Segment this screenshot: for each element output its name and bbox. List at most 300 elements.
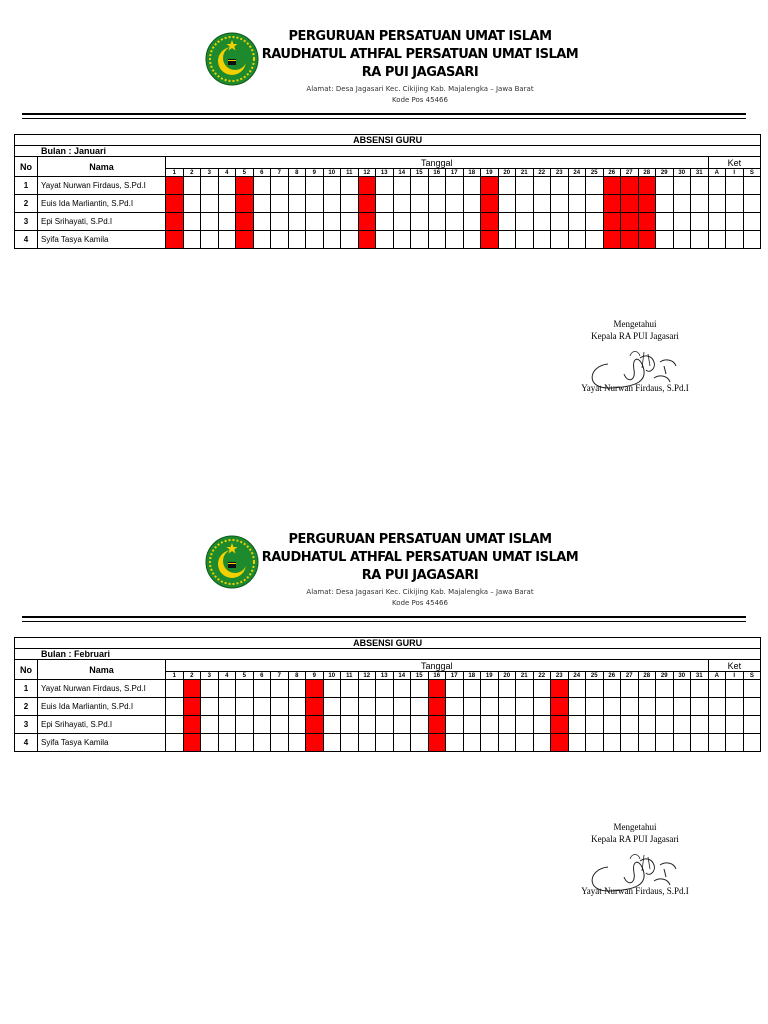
day-header: 6 bbox=[253, 169, 271, 177]
attendance-cell bbox=[498, 734, 516, 752]
ket-cell bbox=[708, 195, 726, 213]
attendance-cell bbox=[516, 213, 534, 231]
table-row bbox=[15, 698, 761, 716]
letterhead-line2: RAUDHATUL ATHFAL PERSATUAN UMAT ISLAM bbox=[261, 47, 579, 62]
attendance-cell bbox=[271, 195, 289, 213]
table-row bbox=[15, 195, 761, 213]
attendance-cell bbox=[516, 195, 534, 213]
signer-name: Yayat Nurwan Firdaus, S.Pd.I bbox=[581, 886, 689, 896]
holiday-cell bbox=[358, 177, 376, 195]
holiday-cell bbox=[183, 698, 201, 716]
attendance-cell bbox=[376, 195, 394, 213]
holiday-cell bbox=[166, 231, 184, 249]
attendance-cell bbox=[568, 680, 586, 698]
signer-name: Yayat Nurwan Firdaus, S.Pd.I bbox=[581, 383, 689, 393]
attendance-cell bbox=[201, 716, 219, 734]
attendance-cell bbox=[411, 213, 429, 231]
holiday-cell bbox=[551, 734, 569, 752]
attendance-cell bbox=[306, 213, 324, 231]
attendance-cell bbox=[481, 680, 499, 698]
attendance-cell bbox=[446, 716, 464, 734]
holiday-cell bbox=[166, 195, 184, 213]
attendance-cell bbox=[271, 734, 289, 752]
attendance-cell bbox=[218, 213, 236, 231]
attendance-cell bbox=[586, 698, 604, 716]
day-header: 1 bbox=[166, 672, 184, 680]
attendance-cell bbox=[253, 231, 271, 249]
day-header: 2 bbox=[183, 169, 201, 177]
attendance-cell bbox=[393, 716, 411, 734]
teacher-name: Epi Srihayati, S.Pd.I bbox=[38, 716, 166, 734]
ket-cell bbox=[726, 734, 744, 752]
attendance-cell bbox=[568, 195, 586, 213]
attendance-cell bbox=[376, 177, 394, 195]
attendance-table bbox=[14, 637, 761, 752]
attendance-cell bbox=[271, 680, 289, 698]
attendance-cell bbox=[341, 195, 359, 213]
table-row bbox=[15, 716, 761, 734]
ket-cell bbox=[726, 231, 744, 249]
day-header: 12 bbox=[358, 169, 376, 177]
attendance-cell bbox=[533, 698, 551, 716]
day-header: 16 bbox=[428, 169, 446, 177]
letterhead-postal: Kode Pos 45466 bbox=[392, 96, 448, 104]
holiday-cell bbox=[481, 177, 499, 195]
holiday-cell bbox=[358, 231, 376, 249]
attendance-cell bbox=[586, 213, 604, 231]
day-header: 27 bbox=[621, 672, 639, 680]
day-header: 11 bbox=[341, 169, 359, 177]
day-header: 13 bbox=[376, 169, 394, 177]
attendance-cell bbox=[323, 195, 341, 213]
attendance-cell bbox=[183, 213, 201, 231]
attendance-cell bbox=[691, 716, 709, 734]
attendance-cell bbox=[183, 177, 201, 195]
attendance-cell bbox=[498, 213, 516, 231]
attendance-cell bbox=[323, 177, 341, 195]
holiday-cell bbox=[183, 716, 201, 734]
teacher-name: Epi Srihayati, S.Pd.I bbox=[38, 213, 166, 231]
attendance-cell bbox=[551, 213, 569, 231]
day-header: 23 bbox=[551, 672, 569, 680]
ket-cell bbox=[708, 177, 726, 195]
attendance-cell bbox=[376, 231, 394, 249]
attendance-cell bbox=[638, 716, 656, 734]
attendance-cell bbox=[341, 698, 359, 716]
day-header: 21 bbox=[516, 672, 534, 680]
holiday-cell bbox=[603, 177, 621, 195]
attendance-cell bbox=[568, 213, 586, 231]
table-row bbox=[15, 177, 761, 195]
attendance-cell bbox=[218, 716, 236, 734]
attendance-cell bbox=[498, 716, 516, 734]
attendance-cell bbox=[498, 698, 516, 716]
attendance-cell bbox=[271, 213, 289, 231]
table-row bbox=[15, 231, 761, 249]
row-number: 1 bbox=[15, 680, 38, 698]
day-header: 10 bbox=[323, 169, 341, 177]
attendance-cell bbox=[463, 734, 481, 752]
attendance-cell bbox=[656, 716, 674, 734]
row-number: 2 bbox=[15, 195, 38, 213]
holiday-cell bbox=[236, 195, 254, 213]
holiday-cell bbox=[306, 734, 324, 752]
attendance-cell bbox=[463, 231, 481, 249]
attendance-cell bbox=[201, 734, 219, 752]
attendance-cell bbox=[603, 680, 621, 698]
signature-block bbox=[560, 821, 710, 897]
signature-line2: Kepala RA PUI Jagasari bbox=[591, 331, 679, 341]
day-header: 20 bbox=[498, 169, 516, 177]
day-header: 31 bbox=[691, 672, 709, 680]
attendance-cell bbox=[516, 698, 534, 716]
teacher-name: Syifa Tasya Kamila bbox=[38, 231, 166, 249]
holiday-cell bbox=[236, 231, 254, 249]
holiday-cell bbox=[166, 213, 184, 231]
attendance-cell bbox=[341, 716, 359, 734]
table-row bbox=[15, 680, 761, 698]
attendance-cell bbox=[446, 231, 464, 249]
attendance-cell bbox=[218, 231, 236, 249]
attendance-cell bbox=[323, 698, 341, 716]
day-header: 26 bbox=[603, 169, 621, 177]
attendance-cell bbox=[376, 698, 394, 716]
ket-cell bbox=[743, 231, 761, 249]
attendance-cell bbox=[428, 213, 446, 231]
attendance-cell bbox=[218, 734, 236, 752]
ket-cell bbox=[743, 177, 761, 195]
header-rule-thin bbox=[22, 621, 746, 622]
attendance-cell bbox=[236, 716, 254, 734]
attendance-cell bbox=[656, 213, 674, 231]
day-header: 1 bbox=[166, 169, 184, 177]
attendance-cell bbox=[691, 213, 709, 231]
day-header: 14 bbox=[393, 169, 411, 177]
row-number: 3 bbox=[15, 213, 38, 231]
day-header: 31 bbox=[691, 169, 709, 177]
col-header-no: No bbox=[15, 660, 38, 680]
attendance-cell bbox=[516, 734, 534, 752]
attendance-cell bbox=[201, 213, 219, 231]
attendance-cell bbox=[393, 177, 411, 195]
attendance-cell bbox=[673, 231, 691, 249]
holiday-cell bbox=[551, 698, 569, 716]
attendance-cell bbox=[341, 177, 359, 195]
day-header: 15 bbox=[411, 169, 429, 177]
day-header: 5 bbox=[236, 672, 254, 680]
attendance-cell bbox=[411, 177, 429, 195]
attendance-cell bbox=[411, 716, 429, 734]
day-header: 11 bbox=[341, 672, 359, 680]
attendance-cell bbox=[638, 680, 656, 698]
attendance-cell bbox=[446, 213, 464, 231]
day-header: 19 bbox=[481, 672, 499, 680]
day-header: 27 bbox=[621, 169, 639, 177]
day-header: 14 bbox=[393, 672, 411, 680]
holiday-cell bbox=[638, 213, 656, 231]
attendance-cell bbox=[621, 734, 639, 752]
attendance-cell bbox=[656, 680, 674, 698]
letterhead-address: Alamat: Desa Jagasari Kec. Cikijing Kab. Majalengka – Jawa Barat bbox=[306, 85, 534, 93]
attendance-cell bbox=[498, 231, 516, 249]
holiday-cell bbox=[428, 716, 446, 734]
holiday-cell bbox=[481, 231, 499, 249]
holiday-cell bbox=[358, 213, 376, 231]
attendance-cell bbox=[568, 231, 586, 249]
day-header: 29 bbox=[656, 672, 674, 680]
attendance-cell bbox=[288, 195, 306, 213]
attendance-cell bbox=[533, 231, 551, 249]
attendance-cell bbox=[656, 177, 674, 195]
attendance-cell bbox=[306, 195, 324, 213]
holiday-cell bbox=[306, 716, 324, 734]
attendance-cell bbox=[673, 698, 691, 716]
holiday-cell bbox=[551, 680, 569, 698]
attendance-cell bbox=[253, 716, 271, 734]
day-header: 18 bbox=[463, 169, 481, 177]
holiday-cell bbox=[481, 213, 499, 231]
attendance-cell bbox=[393, 213, 411, 231]
row-number: 3 bbox=[15, 716, 38, 734]
attendance-cell bbox=[498, 177, 516, 195]
holiday-cell bbox=[306, 680, 324, 698]
day-header: 3 bbox=[201, 169, 219, 177]
attendance-cell bbox=[428, 231, 446, 249]
attendance-cell bbox=[271, 231, 289, 249]
ket-col-header: A bbox=[708, 672, 726, 680]
attendance-cell bbox=[323, 716, 341, 734]
holiday-cell bbox=[603, 213, 621, 231]
attendance-cell bbox=[533, 680, 551, 698]
signature-line1: Mengetahui bbox=[613, 822, 657, 832]
teacher-name: Yayat Nurwan Firdaus, S.Pd.I bbox=[38, 680, 166, 698]
holiday-cell bbox=[638, 195, 656, 213]
attendance-cell bbox=[393, 698, 411, 716]
teacher-name: Yayat Nurwan Firdaus, S.Pd.I bbox=[38, 177, 166, 195]
attendance-cell bbox=[446, 734, 464, 752]
ket-col-header: S bbox=[743, 672, 761, 680]
day-header: 20 bbox=[498, 672, 516, 680]
day-header: 6 bbox=[253, 672, 271, 680]
attendance-cell bbox=[271, 698, 289, 716]
attendance-cell bbox=[586, 177, 604, 195]
attendance-cell bbox=[533, 177, 551, 195]
attendance-cell bbox=[603, 716, 621, 734]
holiday-cell bbox=[428, 734, 446, 752]
attendance-cell bbox=[341, 213, 359, 231]
holiday-cell bbox=[638, 177, 656, 195]
attendance-cell bbox=[638, 734, 656, 752]
holiday-cell bbox=[603, 231, 621, 249]
holiday-cell bbox=[551, 716, 569, 734]
row-number: 4 bbox=[15, 231, 38, 249]
attendance-cell bbox=[358, 716, 376, 734]
attendance-sheet-february bbox=[0, 503, 768, 1006]
attendance-cell bbox=[323, 231, 341, 249]
attendance-sheet-january bbox=[0, 0, 768, 503]
attendance-cell bbox=[656, 698, 674, 716]
attendance-cell bbox=[166, 680, 184, 698]
day-header: 9 bbox=[306, 169, 324, 177]
attendance-cell bbox=[516, 716, 534, 734]
holiday-cell bbox=[358, 195, 376, 213]
attendance-cell bbox=[673, 734, 691, 752]
signature-line2: Kepala RA PUI Jagasari bbox=[591, 834, 679, 844]
col-header-nama: Nama bbox=[38, 157, 166, 177]
attendance-cell bbox=[341, 680, 359, 698]
day-header: 21 bbox=[516, 169, 534, 177]
attendance-cell bbox=[481, 734, 499, 752]
day-header: 17 bbox=[446, 169, 464, 177]
day-header: 25 bbox=[586, 169, 604, 177]
attendance-cell bbox=[236, 680, 254, 698]
attendance-cell bbox=[656, 195, 674, 213]
ket-cell bbox=[743, 213, 761, 231]
attendance-cell bbox=[498, 680, 516, 698]
letterhead-line3: RA PUI JAGASARI bbox=[361, 568, 479, 583]
holiday-cell bbox=[236, 177, 254, 195]
attendance-cell bbox=[323, 734, 341, 752]
day-header: 13 bbox=[376, 672, 394, 680]
day-header: 28 bbox=[638, 169, 656, 177]
attendance-cell bbox=[218, 195, 236, 213]
attendance-cell bbox=[516, 680, 534, 698]
attendance-cell bbox=[376, 213, 394, 231]
attendance-cell bbox=[691, 734, 709, 752]
attendance-cell bbox=[463, 698, 481, 716]
day-header: 22 bbox=[533, 169, 551, 177]
attendance-cell bbox=[411, 195, 429, 213]
day-header: 7 bbox=[271, 672, 289, 680]
row-number: 1 bbox=[15, 177, 38, 195]
day-header: 29 bbox=[656, 169, 674, 177]
holiday-cell bbox=[428, 698, 446, 716]
attendance-cell bbox=[691, 177, 709, 195]
header-rule-thick bbox=[22, 616, 746, 618]
attendance-cell bbox=[218, 698, 236, 716]
ket-cell bbox=[726, 698, 744, 716]
ket-cell bbox=[708, 231, 726, 249]
teacher-name: Syifa Tasya Kamila bbox=[38, 734, 166, 752]
attendance-cell bbox=[621, 716, 639, 734]
month-label: Bulan : Januari bbox=[15, 146, 761, 157]
day-header: 19 bbox=[481, 169, 499, 177]
attendance-cell bbox=[236, 698, 254, 716]
ket-col-header: A bbox=[708, 169, 726, 177]
day-header: 7 bbox=[271, 169, 289, 177]
holiday-cell bbox=[481, 195, 499, 213]
attendance-table bbox=[14, 134, 761, 249]
signature-line1: Mengetahui bbox=[613, 319, 657, 329]
attendance-cell bbox=[376, 716, 394, 734]
attendance-cell bbox=[288, 680, 306, 698]
attendance-cell bbox=[376, 680, 394, 698]
attendance-cell bbox=[341, 734, 359, 752]
attendance-cell bbox=[288, 231, 306, 249]
day-header: 15 bbox=[411, 672, 429, 680]
attendance-cell bbox=[586, 734, 604, 752]
day-header: 12 bbox=[358, 672, 376, 680]
attendance-cell bbox=[673, 716, 691, 734]
day-header: 24 bbox=[568, 169, 586, 177]
attendance-cell bbox=[428, 195, 446, 213]
holiday-cell bbox=[236, 213, 254, 231]
attendance-cell bbox=[691, 698, 709, 716]
teacher-name: Euis Ida Marliantin, S.Pd.I bbox=[38, 698, 166, 716]
attendance-cell bbox=[411, 680, 429, 698]
col-header-tanggal: Tanggal bbox=[166, 660, 709, 672]
row-number: 4 bbox=[15, 734, 38, 752]
holiday-cell bbox=[166, 177, 184, 195]
holiday-cell bbox=[621, 231, 639, 249]
attendance-cell bbox=[253, 734, 271, 752]
attendance-cell bbox=[393, 231, 411, 249]
holiday-cell bbox=[306, 698, 324, 716]
attendance-cell bbox=[393, 734, 411, 752]
day-header: 8 bbox=[288, 672, 306, 680]
ket-cell bbox=[726, 195, 744, 213]
day-header: 23 bbox=[551, 169, 569, 177]
attendance-cell bbox=[638, 698, 656, 716]
attendance-cell bbox=[288, 716, 306, 734]
col-header-no: No bbox=[15, 157, 38, 177]
ket-cell bbox=[708, 698, 726, 716]
letterhead-line1: PERGURUAN PERSATUAN UMAT ISLAM bbox=[288, 532, 552, 547]
attendance-cell bbox=[358, 698, 376, 716]
ket-cell bbox=[743, 698, 761, 716]
holiday-cell bbox=[621, 177, 639, 195]
ket-col-header: I bbox=[726, 672, 744, 680]
attendance-cell bbox=[341, 231, 359, 249]
ket-col-header: S bbox=[743, 169, 761, 177]
school-logo bbox=[205, 535, 259, 589]
attendance-cell bbox=[516, 231, 534, 249]
attendance-cell bbox=[306, 231, 324, 249]
table-title: ABSENSI GURU bbox=[15, 135, 761, 146]
attendance-cell bbox=[411, 231, 429, 249]
attendance-cell bbox=[446, 698, 464, 716]
ket-cell bbox=[743, 716, 761, 734]
attendance-cell bbox=[621, 680, 639, 698]
attendance-cell bbox=[673, 213, 691, 231]
teacher-name: Euis Ida Marliantin, S.Pd.I bbox=[38, 195, 166, 213]
day-header: 24 bbox=[568, 672, 586, 680]
col-header-nama: Nama bbox=[38, 660, 166, 680]
attendance-cell bbox=[428, 177, 446, 195]
header-rule-thin bbox=[22, 118, 746, 119]
holiday-cell bbox=[428, 680, 446, 698]
attendance-cell bbox=[586, 195, 604, 213]
attendance-cell bbox=[568, 177, 586, 195]
letterhead bbox=[260, 28, 580, 106]
col-header-tanggal: Tanggal bbox=[166, 157, 709, 169]
letterhead-address: Alamat: Desa Jagasari Kec. Cikijing Kab. Majalengka – Jawa Barat bbox=[306, 588, 534, 596]
attendance-cell bbox=[411, 734, 429, 752]
attendance-cell bbox=[481, 716, 499, 734]
row-number: 2 bbox=[15, 698, 38, 716]
attendance-cell bbox=[183, 195, 201, 213]
ket-cell bbox=[708, 734, 726, 752]
attendance-cell bbox=[568, 734, 586, 752]
attendance-cell bbox=[533, 195, 551, 213]
attendance-cell bbox=[603, 734, 621, 752]
table-row bbox=[15, 213, 761, 231]
attendance-cell bbox=[621, 698, 639, 716]
attendance-cell bbox=[586, 231, 604, 249]
attendance-cell bbox=[463, 716, 481, 734]
attendance-cell bbox=[183, 231, 201, 249]
attendance-cell bbox=[306, 177, 324, 195]
